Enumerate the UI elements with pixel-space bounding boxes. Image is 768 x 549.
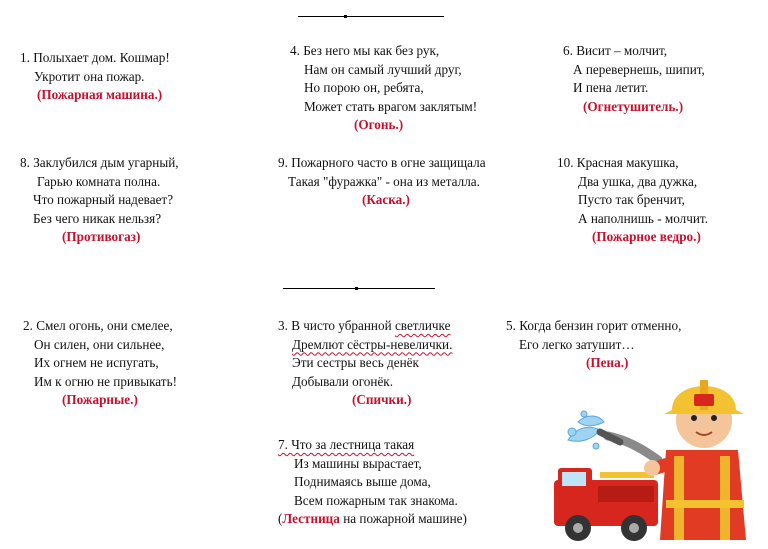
riddle-line: Что пожарный надевает? [33,192,174,208]
riddle-line: Без чего никак нельзя? [33,210,162,226]
riddle-1 [20,49,170,105]
riddle-line: Всем пожарным так знакома. [294,492,458,508]
riddle-line: Два ушка, два дужка, [578,173,698,189]
riddle-8 [20,154,179,247]
squiggle-word: светличке [394,318,451,333]
answer-word: Лестница [282,511,340,527]
riddle-line: Пусто так бренчит, [578,192,685,208]
riddle-line: Такая "фуражка" - она из металла. [288,173,480,189]
riddle-line: Дремлют сёстры-невелички. [292,336,453,352]
riddle-answer: (Пожарная машина.) [37,87,163,103]
riddle-line: 5. Когда бензин горит отменно, [506,318,682,333]
riddle-line: 7. Что за лестница такая [278,437,415,452]
riddle-line: 10. Красная макушка, [557,155,679,170]
middle-rule [283,288,435,289]
riddle-line: 4. Без него мы как без рук, [290,43,440,58]
riddle-line [278,317,452,336]
riddle-answer: (Каска.) [362,192,410,208]
middle-rule-dot [355,287,358,290]
riddle-3 [278,317,452,410]
riddle-line: Из машины вырастает, [294,455,422,471]
riddle-6 [563,42,705,116]
riddle-line: Им к огню не привыкать! [34,373,177,389]
riddle-7 [278,436,467,529]
answer-rest: на пожарной машине) [339,511,467,527]
riddle-line: Укротит она пожар. [34,68,145,84]
riddle-answer: (Огнетушитель.) [583,98,684,114]
riddle-answer: (Огонь.) [354,117,404,133]
riddle-line: 1. Полыхает дом. Кошмар! [20,50,170,65]
riddle-line: 2. Смел огонь, они смелее, [23,318,173,333]
riddle-10 [557,154,708,247]
riddle-line: 8. Заклубился дым угарный, [20,155,179,170]
riddle-line: Но порою он, ребята, [304,80,424,96]
riddle-line: А наполнишь - молчит. [578,210,708,226]
top-rule-dot [344,15,347,18]
riddle-line: Гарью комната полна. [37,173,161,189]
riddle-line: Поднимаясь выше дома, [294,474,431,490]
riddle-answer: (Пожарные.) [62,392,138,408]
riddle-line: Добывали огонёк. [292,373,393,389]
riddle-line: А перевернешь, шипит, [573,61,705,77]
firefighter-with-hose-and-fire-truck-icon [548,350,763,549]
top-rule [298,16,444,17]
riddle-answer [278,510,467,529]
riddle-line: Эти сестры весь денёк [292,355,419,371]
riddle-answer: (Противогаз) [62,229,141,245]
riddle-line: Он силен, они сильнее, [34,336,165,352]
riddle-line: Их огнем не испугать, [34,355,159,371]
riddle-answer: (Пожарное ведро.) [592,229,701,245]
riddle-3-line-1: 3. В чисто убранной светличке [278,318,451,333]
riddle-answer: (Пена.) [586,355,629,371]
riddle-line: Нам он самый лучший друг, [304,61,462,77]
riddle-line: 6. Висит – молчит, [563,43,668,58]
riddle-9 [278,154,486,210]
riddle-4 [290,42,477,135]
answer-open-paren: ( [278,511,283,527]
riddle-line: Может стать врагом заклятым! [304,98,478,114]
riddle-line: 9. Пожарного часто в огне защищала [278,155,486,170]
riddle-2 [23,317,177,410]
riddle-line: Его легко затушит… [519,336,635,352]
riddle-answer: (Спички.) [352,392,412,408]
riddle-line: И пена летит. [573,80,649,96]
